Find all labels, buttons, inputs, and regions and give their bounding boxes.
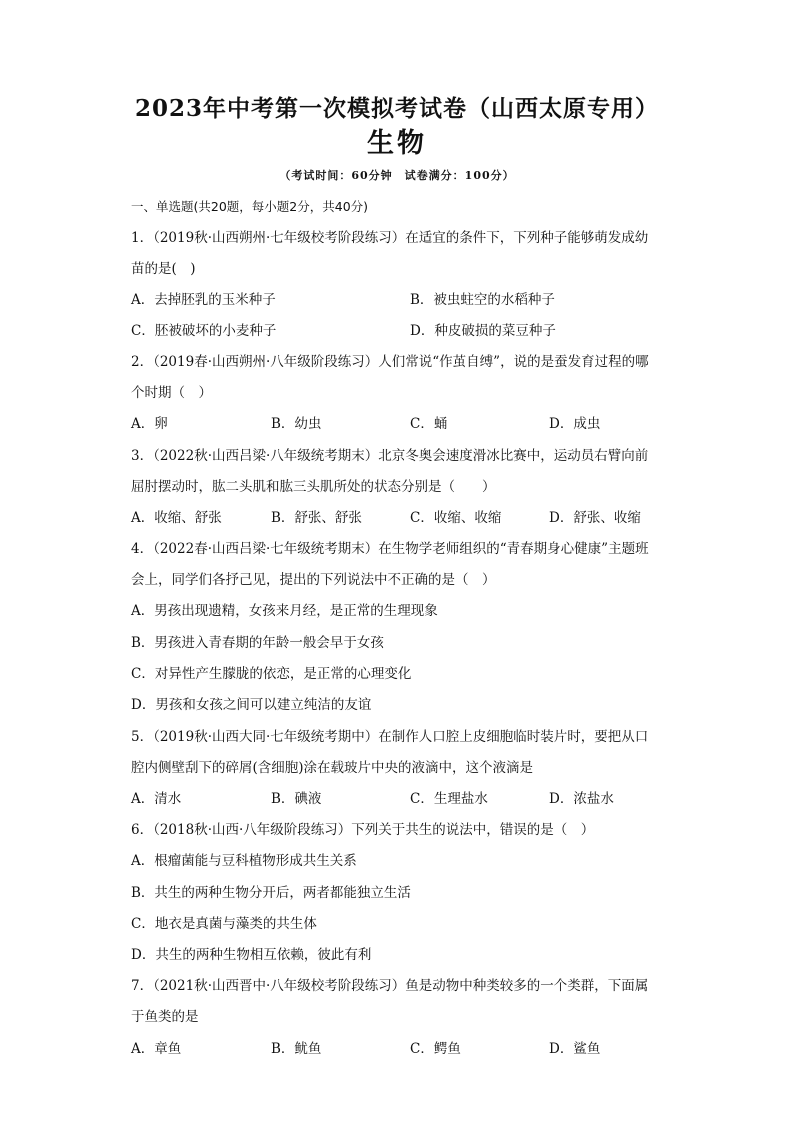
question-1-line-1: 1．（2019秋·山西朔州·七年级校考阶段练习）在适宜的条件下，下列种子能够萌发成幼 [131, 230, 649, 246]
question-2-line-2: 个时期（ ） [131, 385, 212, 401]
question-4-option-d: D．男孩和女孩之间可以建立纯洁的友谊 [131, 697, 372, 713]
question-2-options [131, 414, 671, 434]
option-d: D．浓盐水 [549, 791, 614, 807]
option-b: B．碘液 [271, 791, 322, 807]
option-c: C．胚被破坏的小麦种子 [131, 323, 277, 339]
question-1-line-2: 苗的是( ) [131, 261, 196, 277]
question-2-line-1: 2．（2019春·山西朔州·八年级阶段练习）人们常说“作茧自缚”，说的是蚕发育过程的哪 [131, 354, 649, 370]
option-d: D．鲨鱼 [549, 1041, 601, 1057]
option-d: D．舒张、收缩 [549, 510, 641, 526]
question-7-line-1: 7．（2021秋·山西晋中·八年级校考阶段练习）鱼是动物中种类较多的一个类群，下面属 [131, 978, 649, 994]
option-a: A．章鱼 [131, 1041, 182, 1057]
question-5-line-1: 5．（2019秋·山西大同·七年级统考期中）在制作人口腔上皮细胞临时装片时，要把从口 [131, 729, 649, 745]
question-4-option-c: C．对异性产生朦胧的依恋，是正常的心理变化 [131, 666, 412, 682]
question-6-line-1: 6．（2018秋·山西·八年级阶段练习）下列关于共生的说法中，错误的是（ ） [131, 822, 595, 838]
option-a: A．卵 [131, 416, 168, 432]
question-4-line-2: 会上，同学们各抒己见，提出的下列说法中不正确的是（ ） [131, 572, 496, 588]
question-5-options [131, 789, 671, 809]
option-b: B．鱿鱼 [271, 1041, 322, 1057]
option-b: B．幼虫 [271, 416, 322, 432]
question-7-options [131, 1039, 671, 1059]
option-c: C．蛹 [410, 416, 448, 432]
question-3-options [131, 508, 671, 528]
option-d: D．种皮破损的菜豆种子 [410, 323, 556, 339]
question-4-line-1: 4．（2022春·山西吕梁·七年级统考期末）在生物学老师组织的“青春期身心健康”主题班 [131, 541, 649, 557]
option-d: D．成虫 [549, 416, 601, 432]
question-4-option-b: B．男孩进入青春期的年龄一般会早于女孩 [131, 635, 384, 651]
exam-info: （考试时间：60分钟 试卷满分：100分） [279, 169, 515, 182]
question-6-option-c: C．地衣是真菌与藻类的共生体 [131, 916, 317, 932]
option-c: C．鳄鱼 [410, 1041, 461, 1057]
option-a: A．去掉胚乳的玉米种子 [131, 292, 276, 308]
question-3-line-2: 屈肘摆动时，肱二头肌和肱三头肌所处的状态分别是（ ） [131, 479, 496, 495]
question-4-option-a: A．男孩出现遗精，女孩来月经，是正常的生理现象 [131, 603, 438, 619]
question-6-option-a: A．根瘤菌能与豆科植物形成共生关系 [131, 853, 357, 869]
option-c: C．收缩、收缩 [410, 510, 502, 526]
question-7-line-2: 于鱼类的是 [131, 1009, 199, 1025]
option-b: B．被虫蛀空的水稻种子 [410, 292, 555, 308]
question-1-options [131, 290, 671, 310]
question-5-line-2: 腔内侧壁刮下的碎屑(含细胞)涂在载玻片中央的液滴中，这个液滴是 [131, 760, 534, 776]
exam-subject: 生物 [367, 128, 427, 159]
question-6-option-d: D．共生的两种生物相互依赖，彼此有利 [131, 947, 372, 963]
question-6-option-b: B．共生的两种生物分开后，两者都能独立生活 [131, 885, 411, 901]
exam-title: 2023年中考第一次模拟考试卷（山西太原专用） [134, 95, 659, 122]
section-heading: 一、单选题(共20题，每小题2分，共40分) [131, 199, 369, 214]
question-1-options-2 [131, 321, 671, 341]
option-c: C．生理盐水 [410, 791, 488, 807]
option-a: A．清水 [131, 791, 182, 807]
option-b: B．舒张、舒张 [271, 510, 362, 526]
question-3-line-1: 3．（2022秋·山西吕梁·八年级统考期末）北京冬奥会速度滑冰比赛中，运动员右臂向前 [131, 448, 649, 464]
option-a: A．收缩、舒张 [131, 510, 222, 526]
